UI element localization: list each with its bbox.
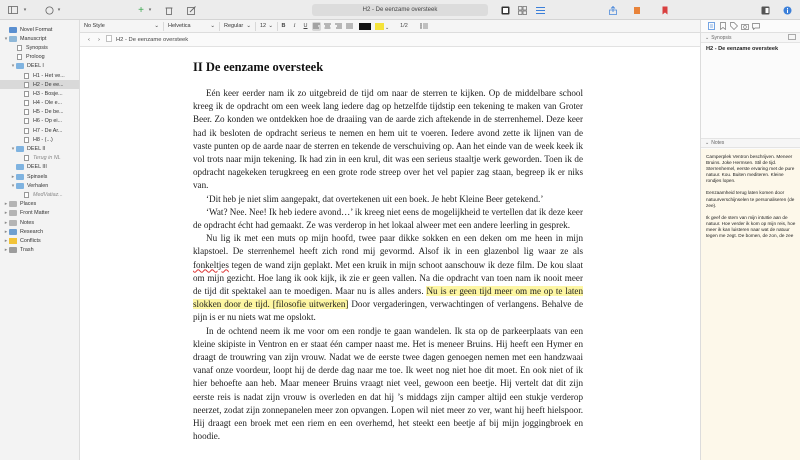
align-center-button[interactable]	[323, 22, 332, 31]
target-icon[interactable]	[632, 4, 642, 16]
document-icon	[24, 155, 29, 161]
document-icon	[24, 73, 29, 79]
document-body[interactable]	[193, 87, 583, 443]
paragraph: In de ochtend neem ik me voor om een rondje te gaan wandelen. Ik sta op de parkeerplaats van een kleine skipiste in Ventron en er staat één camper naast me. Het is meneer Bruins. Hij heeft een Hymer en draagt de trouwring van zijn vrouw. Nadat we de eerste twee dagen genoegen nemen met een handzwaai vanaf onze voordeur, loopt hij de derde dag naar me toe. Ik weet nog niet hoe dit moet. En ook niet of ik hier behoefte aan heb. Maar meneer Bruins vraagt niet veel, gewoon een beetje. Hij vertelt dat dit zijn eerste reis is nadat zijn vrouw is overleden en dat hij ’s middags zijn camper altijd een stukje verderop neerzet, zodat zijn zonnepanelen meer zon opvangen. Lopen wil niet meer zo ver, want hij heeft hielspoor. Hij draagt een broek met een riem en een overhemd, het steekt een beetje af bij mijn joggingbroek en hoodie.	[193, 325, 583, 442]
paragraph-style-select[interactable]: No Style ⌄	[80, 22, 164, 31]
document-icon	[24, 128, 29, 134]
binder-item[interactable]	[0, 163, 79, 172]
binder-item-label: DEEL I	[27, 63, 44, 70]
chapter-heading: II De eenzame oversteek	[193, 60, 324, 74]
synopsis-section-header[interactable]: ⌄ Synopsis	[701, 33, 800, 43]
metadata-tab-icon[interactable]	[728, 22, 739, 31]
binder-item-label: Conflicts	[20, 237, 41, 244]
binder-item-label: Places	[20, 201, 37, 208]
font-weight-select[interactable]: Regular ⌄	[220, 22, 256, 31]
binder-item[interactable]	[0, 154, 79, 163]
list-icon[interactable]	[419, 22, 431, 31]
paragraph: ‘Dit heb je niet slim aangepakt, dat overtekenen uit een boek. Je hebt Kleine Beer getekend.’	[206, 193, 544, 204]
forward-arrow-icon[interactable]: ›	[98, 36, 100, 43]
binder-item-label: Terug in NL	[33, 155, 61, 162]
line-spacing-select[interactable]: 1/2	[400, 23, 408, 29]
bookmark-icon[interactable]	[660, 4, 670, 16]
disclosure-arrow-icon[interactable]: ▸	[4, 228, 8, 235]
paragraph: Nu lig ik met een muts op mijn hoofd, twee paar dikke sokken en een deken om me heen in mijn klapstoel. De sterrenhemel heeft zich rond mij gevormd. Alsof ik in een glazenbol lig waar ze als fonkeltjes tegen de wand zijn geplakt. Met een kruik in mijn schoot aanschouw ik deze film. De kou slaat om mijn gezicht. Hoe lang ik ook kijk, ik zie er geen vallen. Na die opdracht van toen nam ik nooit meer de tijd dit spektakel aan te moedigen. Maar nu is alles anders. Nu is er geen tijd meer om me op te laten slokken door de tijd. [filosofie uitwerken] Door vergaderingen, verwachtingen of verlangens. Behalve de pijn is er nu niets wat me opslokt.	[193, 233, 583, 323]
binder-item-label: Proloog	[26, 54, 45, 61]
binder-sidebar	[0, 20, 80, 460]
document-icon	[24, 109, 29, 115]
font-size-select[interactable]: 12 ⌄	[256, 22, 278, 31]
note-paragraph: Ik geef de stem van mijn intuïtie aan de natuur. Hoe verder ik kom op mijn reis, hoe meer ik kan luisteren naar wat de natuur tegen me zegt. De bomen, de zon, de zee	[706, 214, 796, 239]
inspector-tabs	[701, 20, 800, 33]
front-matter-icon	[9, 210, 17, 216]
notes-editor[interactable]	[701, 149, 800, 460]
folder-icon	[16, 174, 24, 180]
binder-item[interactable]	[0, 209, 79, 218]
svg-text:⌄: ⌄	[385, 24, 389, 30]
binder-item[interactable]	[0, 135, 79, 144]
highlight-color-button[interactable]	[375, 22, 389, 31]
disclosure-arrow-icon[interactable]: ▸	[4, 201, 8, 208]
binder-item-label: H2 - De ee...	[33, 81, 64, 88]
binder-item-label: H1 - Het ve...	[33, 72, 65, 79]
spelling-error[interactable]: fonkeltjes	[193, 259, 229, 270]
synopsis-title[interactable]: H2 - De eenzame oversteek	[706, 46, 779, 52]
binder-item-label: Trash	[20, 247, 34, 254]
align-right-button[interactable]	[334, 22, 343, 31]
corkboard-icon[interactable]	[517, 4, 527, 16]
binder-item-label: H4 - Ole e...	[33, 100, 63, 107]
binder-item[interactable]	[0, 200, 79, 209]
folder-icon	[16, 63, 24, 69]
binder-item[interactable]	[0, 89, 79, 98]
disclosure-arrow-icon[interactable]: ▸	[4, 237, 8, 244]
disclosure-arrow-icon[interactable]: ▾	[11, 146, 15, 153]
folder-icon	[16, 164, 24, 170]
binder-item[interactable]	[0, 246, 79, 255]
binder-item-label: DEEL II	[27, 146, 46, 153]
project-icon[interactable]	[44, 4, 54, 16]
binder-item[interactable]	[0, 236, 79, 245]
disclosure-arrow-icon[interactable]: ▾	[4, 35, 8, 42]
image-icon[interactable]	[788, 34, 796, 42]
binder-item[interactable]	[0, 218, 79, 227]
snapshots-tab-icon[interactable]	[739, 22, 750, 31]
document-icon	[24, 192, 29, 198]
binder-item-label: H7 - De Ar...	[33, 127, 63, 134]
bold-button[interactable]: B	[281, 23, 286, 29]
document-icon	[24, 137, 29, 143]
binder-item[interactable]	[0, 71, 79, 80]
notes-tab-icon[interactable]	[706, 22, 717, 31]
highlighted-text[interactable]: Nu is er geen tijd meer om me op te laten slokken door de tijd. [filosofie uitwerken]	[193, 286, 583, 310]
document-icon	[24, 118, 29, 124]
binder-item-label: Manuscript	[20, 35, 47, 42]
editor-header	[80, 33, 700, 47]
outliner-icon[interactable]	[535, 4, 545, 16]
chevron-down-icon: ⌄	[705, 140, 710, 146]
justify-button[interactable]	[345, 22, 354, 31]
binder-item[interactable]	[0, 43, 79, 52]
binder-item[interactable]	[0, 108, 79, 117]
binder-item[interactable]	[0, 80, 79, 89]
folder-icon	[16, 183, 24, 189]
notes-icon	[9, 220, 17, 226]
trash-icon[interactable]	[164, 4, 174, 16]
binder-item-label: Verhalen	[27, 182, 49, 189]
trash-icon	[9, 247, 17, 253]
main-toolbar	[0, 0, 800, 20]
research-icon	[9, 229, 17, 235]
quickref-icon[interactable]	[760, 4, 770, 16]
binder-item[interactable]	[0, 144, 79, 153]
manuscript-icon	[9, 36, 17, 42]
italic-button[interactable]: I	[293, 23, 296, 29]
inspector-panel	[700, 20, 800, 460]
editor-header-title: H2 - De eenzame oversteek	[116, 36, 189, 43]
align-left-button[interactable]	[312, 22, 321, 31]
notes-section-header[interactable]: ⌄ Notes	[701, 138, 800, 148]
underline-button[interactable]: U	[303, 23, 308, 29]
format-bar	[80, 20, 700, 33]
binder-item-label: Synopsis	[26, 44, 48, 51]
binder-item[interactable]	[0, 117, 79, 126]
font-family-select[interactable]: Helvetica ⌄	[164, 22, 220, 31]
binder-item-label: H3 - Bosje...	[33, 90, 63, 97]
binder-item-label: Research	[20, 228, 44, 235]
folder-icon	[16, 146, 24, 152]
disclosure-arrow-icon[interactable]: ▸	[11, 173, 15, 180]
compose-icon[interactable]	[186, 4, 196, 16]
binder-item-label: DEEL III	[27, 164, 47, 171]
document-icon	[17, 45, 22, 51]
add-icon[interactable]: +	[138, 4, 144, 16]
note-paragraph: Eenzaamheid terug laten komen door natuurverschijnselen te personaliseren (de zee).	[706, 190, 795, 208]
note-paragraph: Camperplek Ventron beschrijven. Meneer Bruins. Joke Hermsen. Stil de tijd. Sterrenhemel, eerste ervaring met de pure natuur. Kou. Buiten mediteren. Kleine rondjes lopen.	[706, 154, 795, 184]
editor-mode-icon[interactable]	[500, 4, 510, 16]
binder-item[interactable]	[0, 172, 79, 181]
disclosure-arrow-icon[interactable]: ▸	[4, 219, 8, 226]
disclosure-arrow-icon[interactable]: ▸	[4, 247, 8, 254]
binder-item-label: MedVatiaz...	[33, 191, 63, 198]
disclosure-arrow-icon[interactable]: ▾	[11, 182, 15, 189]
binder-item-label: Novel Format	[20, 26, 53, 33]
paragraph: ‘Wat? Nee. Nee! Ik heb iedere avond…’ ik kreeg niet eens de mogelijkheid te vertellen dat ik deze keer de opdracht écht had gemaakt. Ze was verderop in het lokaal alweer met een andere leerling in gesprek.	[193, 206, 583, 231]
back-arrow-icon[interactable]: ‹	[88, 36, 90, 43]
binder-item[interactable]	[0, 53, 79, 62]
document-icon	[24, 82, 29, 88]
binder-item[interactable]	[0, 126, 79, 135]
binder-item-label: Spinsels	[27, 173, 48, 180]
share-icon[interactable]	[608, 4, 618, 16]
binder-item-label: Notes	[20, 219, 35, 226]
binder-item[interactable]	[0, 181, 79, 190]
binder-item-label: H8 - (...)	[33, 136, 53, 143]
binder-item-label: H5 - De be...	[33, 109, 64, 116]
places-icon	[9, 201, 17, 207]
disclosure-arrow-icon[interactable]: ▾	[11, 63, 15, 70]
document-icon	[24, 91, 29, 97]
binder-item-label: H6 - Op ei...	[33, 118, 63, 125]
paragraph: Eén keer eerder nam ik zo uitgebreid de tijd om naar de sterren te kijken. Op de middelbare school kreeg ik de opdracht om een week lang iedere dag op hetzelfde tijdstip een tekening te maken van Groter Beer. Zo konden we ontdekken hoe de draaiing van de aarde zich aftekende in de sterrenhemel. Deze keer had ik besloten de opdracht serieus te nemen en hem uit te voeren. Iedere avond zette ik lijnen van de vaste punten op de aarde naar de sterren en tekende de verschuiving op. Aan het einde van de week keek ik vol trots naar mijn tekening. Ik had zin in een krul, dit was een serieus staaltje werk geworden. Toen ik de opdracht nagekeken terugkreeg en een grote rode streep over het vel papier zag staan, begreep ik er niks van.	[193, 88, 583, 191]
document-icon	[24, 100, 29, 106]
disclosure-arrow-icon[interactable]: ▸	[4, 210, 8, 217]
document-icon	[106, 35, 112, 44]
chevron-down-icon[interactable]: ▾	[148, 7, 152, 13]
window-title: H2 - De eenzame oversteek	[312, 4, 488, 16]
binder-item[interactable]	[0, 99, 79, 108]
binder-item[interactable]	[0, 190, 79, 199]
binder-item[interactable]	[0, 25, 79, 34]
novel-icon	[9, 27, 17, 33]
editor-pane[interactable]	[80, 47, 700, 460]
comments-tab-icon[interactable]	[750, 22, 761, 31]
document-icon	[17, 54, 22, 60]
binder-item[interactable]	[0, 227, 79, 236]
chevron-down-icon: ⌄	[705, 34, 710, 41]
binder-item-label: Front Matter	[20, 210, 50, 217]
inspector-toggle-icon[interactable]	[782, 4, 792, 16]
bookmarks-tab-icon[interactable]	[717, 22, 728, 31]
text-color-button[interactable]	[359, 22, 371, 31]
binder-item[interactable]	[0, 34, 79, 43]
sidebar-toggle-icon[interactable]	[8, 4, 18, 16]
warning-icon	[9, 238, 17, 244]
binder-item[interactable]	[0, 62, 79, 71]
chevron-down-icon[interactable]: ▾	[23, 7, 27, 13]
chevron-down-icon[interactable]: ▾	[57, 7, 61, 13]
